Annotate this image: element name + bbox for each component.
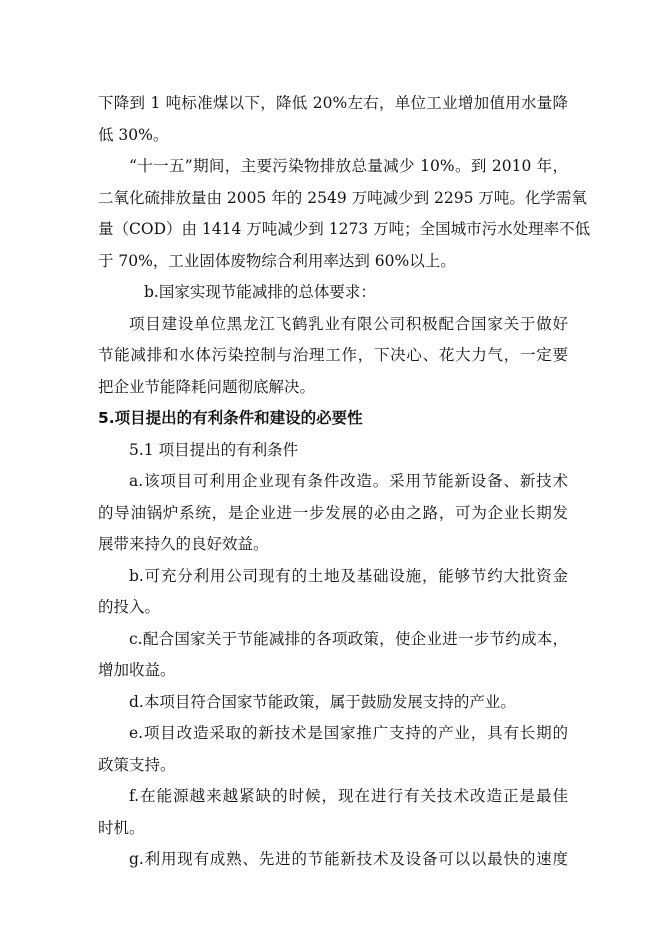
text-line: 项目建设单位黑龙江飞鹤乳业有限公司积极配合国家关于做好 (129, 314, 568, 333)
text-line: b.可充分利用公司现有的土地及基础设施，能够节约大批资金 (129, 566, 568, 585)
text-line: 低 30%。 (98, 125, 169, 144)
text-line: c.配合国家关于节能减排的各项政策，使企业进一步节约成本， (129, 629, 568, 648)
text-line: d.本项目符合国家节能政策，属于鼓励发展支持的产业。 (129, 692, 516, 711)
text-line: 时机。 (98, 818, 145, 837)
document-body (98, 88, 591, 876)
text-line: 把企业节能降耗问题彻底解决。 (98, 377, 316, 396)
section-heading-5: 5.项目提出的有利条件和建设的必要性 (98, 409, 363, 427)
list-item-c (98, 624, 568, 687)
subsection-heading-5-1 (98, 435, 568, 467)
text-line: 展带来持久的良好效益。 (98, 535, 269, 553)
text-line: 下降到 1 吨标准煤以下，降低 20%左右，单位工业增加值用水量降 (98, 94, 568, 112)
text-line: g.利用现有成熟、先进的节能新技术及设备可以以最快的速度 (129, 850, 568, 868)
text-line: f.在能源越来越紧缺的时候，现在进行有关技术改造正是最佳 (129, 787, 568, 805)
text-line: b.国家实现节能减排的总体要求： (144, 283, 376, 301)
text-line: a.该项目可利用企业现有条件改造。采用节能新设备、新技术 (129, 472, 568, 490)
text-line: 增加收益。 (98, 661, 176, 679)
list-item-a (98, 466, 568, 561)
list-item-f (98, 781, 568, 844)
text-line: 政策支持。 (98, 755, 176, 774)
list-item-g (98, 844, 568, 876)
text-line: e.项目改造采取的新技术是国家推广支持的产业，具有长期的 (129, 724, 568, 742)
text-line: 节能减排和水体污染控制与治理工作，下决心、花大力气，一定要 (98, 346, 568, 364)
list-item-b (98, 561, 568, 624)
text-line: 的投入。 (98, 598, 161, 616)
paragraph-project-unit (98, 309, 568, 404)
text-line: “十一五”期间，主要污染物排放总量减少 10%。到 2010 年， (129, 157, 568, 175)
list-item-e (98, 718, 568, 781)
text-line: 量（COD）由 1414 万吨减少到 1273 万吨；全国城市污水处理率不低 (98, 220, 591, 238)
paragraph-overall-requirements-label (98, 277, 568, 309)
paragraph-energy-target (98, 88, 568, 151)
text-line: 二氧化硫排放量由 2005 年的 2549 万吨减少到 2295 万吨。化学需氧 (98, 188, 587, 207)
text-line: 5.1 项目提出的有利条件 (129, 440, 299, 459)
text-line: 的导油锅炉系统，是企业进一步发展的必由之路，可为企业长期发 (98, 503, 568, 522)
text-line: 于 70%，工业固体废物综合利用率达到 60%以上。 (98, 251, 456, 270)
list-item-d (98, 687, 568, 719)
paragraph-eleventh-five-year (98, 151, 591, 277)
